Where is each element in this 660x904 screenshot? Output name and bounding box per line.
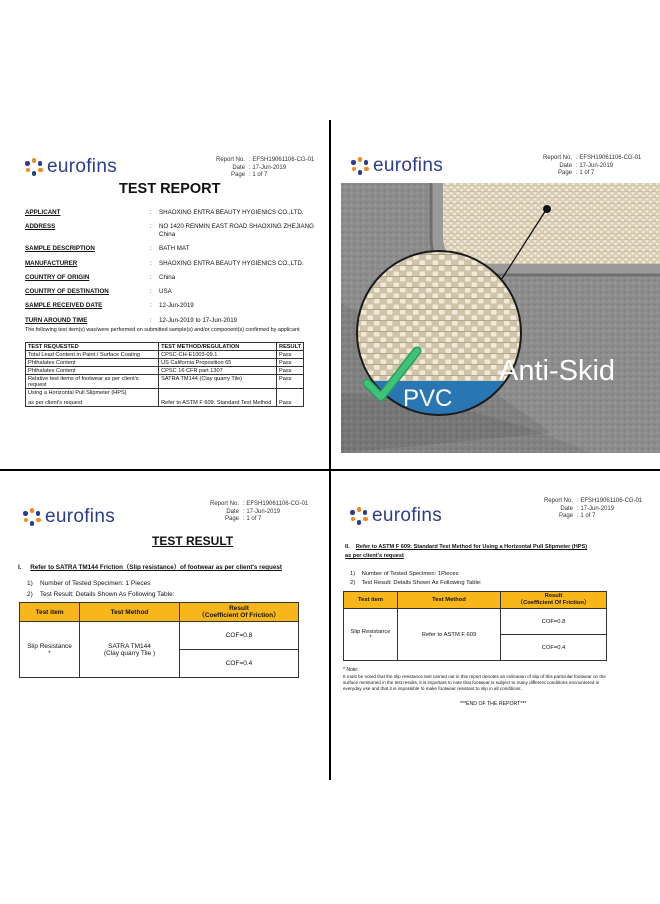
note-text: It must be noted that the slip resistance test carried out in this report denotes an indication of slip of this particular footwear on the surface mentioned in the test results, it is important to note that footwear is subject to many different conditions encountered in everyday use and that it is impossible to make footwear resistant to slip in all conditions. [343,674,606,691]
test-result-page [0,470,329,780]
field-sample-description: SAMPLE DESCRIPTION : BATH MAT [25,245,190,252]
table-row: Phthalates Content CPSC 16 CFR part 1307 Pass [26,367,304,375]
field-applicant: APPLICANT : SHAOXING ENTRA BEAUTY HYGIENICS CO.,LTD. [25,209,304,216]
brand-name: eurofins [47,156,117,177]
eurofins-logo [25,156,117,178]
report-meta: Report No. : EFSH19061106-CG-01 Date : 17-Jun-2019 Page : 1 of 7 [216,157,315,178]
end-of-report: ***END OF THE REPORT*** [460,701,527,707]
eurofins-logo [351,155,443,177]
specimen-count: 1) Number of Tested Specimen: 1Pieces [350,571,459,577]
column-header: TEST METHOD/REGULATION [159,343,277,351]
satra-result-table [19,602,299,678]
eurofins-dots-icon [350,507,368,525]
section-heading: II. Refer to ASTM F 609: Standard Test Method for Using a Horizontal Pull Slipmeter (HPS) [345,544,588,550]
column-header: RESULT [277,343,304,351]
specimen-count: 1) Number of Tested Specimen: 1 Pieces [27,580,151,587]
table-row: Total Lead Content in Paint / Surface Coating CPSC-CH-E1003-09.1 Pass [26,351,304,359]
note-label: * Note: [343,667,359,673]
table-row: Phthalates Content US California Proposition 65 Pass [26,359,304,367]
bath-mat-closeup-image [341,183,660,453]
cof-value: COF=0.8 [501,609,607,635]
eurofins-dots-icon [23,508,41,526]
table-row: Relative test items of footwear as per client's request SATRA TM144 (Clay quarry Tile) Pass [26,375,304,389]
field-turn-around-time: TURN AROUND TIME : 12-Jun-2019 to 17-Jun-2019 [25,317,238,324]
pvc-label: PVC [403,385,453,412]
astm-result-page [330,470,660,780]
astm-result-table [343,591,607,661]
section-heading: I. Refer to SATRA TM144 Friction（Slip resistance）of footwear as per client's request [18,564,282,571]
cof-value: COF=0.4 [501,635,607,661]
column-header: TEST REQUESTED [26,343,159,351]
column-header: Test Method [80,603,180,622]
eurofins-logo [23,506,115,528]
report-meta: Report No. : EFSH19061106-CG-01 Date : 17-Jun-2019 Page : 1 of 7 [544,498,643,519]
confirmation-note: The following test item(s) was/were performed on submitted sample(s) and/or component(s) confirmed by applicant [25,327,300,333]
slip-resistance-cell: Slip Resistance * [344,609,398,661]
section-heading-continued: as per client's request [345,553,404,559]
slip-resistance-cell: Slip Resistance * [20,622,80,678]
brand-name: eurofins [373,155,443,176]
pointer-dot-icon [543,205,551,213]
brand-name: eurofins [372,505,442,526]
cof-value: COF=0.8 [180,622,299,650]
anti-skid-label: Anti-Skid [499,355,616,387]
report-meta: Report No. : EFSH19061106-CG-01 Date : 17-Jun-2019 Page : 1 of 7 [210,501,309,522]
result-intro: 2) Test Result: Details Shown As Following Table: [350,580,482,586]
column-header: Test item [344,592,398,609]
column-header: Result （Coefficient Of Friction） [501,592,607,609]
column-header: Test Method [398,592,501,609]
page-title: TEST RESULT [152,534,234,548]
test-report-page [0,120,329,469]
column-header: Test item [20,603,80,622]
field-manufacturer: MANUFACTURER : SHAOXING ENTRA BEAUTY HYGIENICS CO.,LTD. [25,260,304,267]
test-summary-table [25,342,304,407]
method-cell: SATRA TM144 (Clay quarry Tile ) [80,622,180,678]
brand-name: eurofins [45,506,115,527]
field-country-of-origin: COUNTRY OF ORIGIN : China [25,274,176,281]
method-cell: Refer to ASTM F 609 [398,609,501,661]
field-country-of-destination: COUNTRY OF DESTINATION : USA [25,288,172,295]
table-row: Using a Horizontal Pull Slipmeter (HPS) as per client's request Refer to ASTM F 609: Standard Test Method Pass [26,389,304,407]
eurofins-dots-icon [25,158,43,176]
report-meta: Report No. : EFSH19061106-CG-01 Date : 17-Jun-2019 Page : 1 of 7 [543,155,642,176]
page-title: TEST REPORT [119,181,221,197]
result-intro: 2) Test Result: Details Shown As Following Table: [27,591,175,598]
eurofins-dots-icon [351,157,369,175]
cof-value: COF=0.4 [180,650,299,678]
field-address: ADDRESS : NO 1420 RENMIN EAST ROAD SHAOXING ZHEJIANG China [25,223,314,238]
eurofins-logo [350,505,442,527]
column-header: Result （Coefficient Of Friction） [180,603,299,622]
field-sample-received-date: SAMPLE RECEIVED DATE : 12-Jun-2019 [25,302,194,309]
